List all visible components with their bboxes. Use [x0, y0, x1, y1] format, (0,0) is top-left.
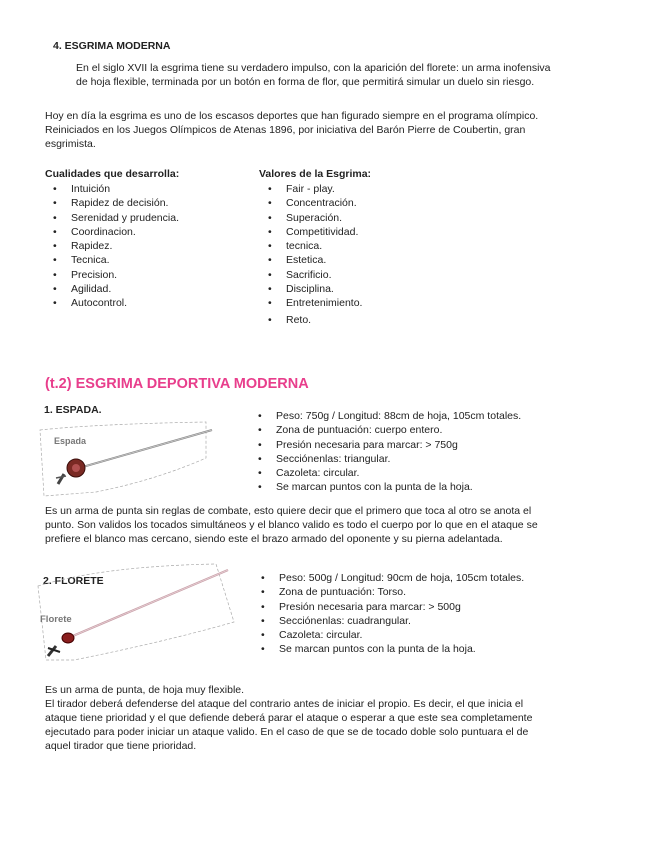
section-title-esgrima-deportiva: (t.2) ESGRIMA DEPORTIVA MODERNA	[45, 376, 309, 392]
list-item: • Competitividad.	[267, 225, 362, 239]
list-item: • Serenidad y prudencia.	[52, 211, 179, 225]
florete-heading: 2. FLORETE	[43, 575, 104, 587]
spec-item: • Presión necesaria para marcar: > 500g	[260, 600, 524, 614]
list-item: • Fair - play.	[267, 182, 362, 196]
list-item: • Coordinacion.	[52, 225, 179, 239]
text-line: ejecutado para poder iniciar un ataque valido. En el caso de que se de tocado doble solo puntuara el de	[45, 726, 529, 738]
spec-item: • Peso: 500g / Longitud: 90cm de hoja, 105cm totales.	[260, 571, 524, 585]
spec-item: • Se marcan puntos con la punta de la hoja.	[257, 480, 521, 494]
values-list	[267, 182, 362, 327]
spec-item: • Presión necesaria para marcar: > 750g	[257, 438, 521, 452]
qualities-list	[52, 182, 179, 311]
list-item: • Tecnica.	[52, 253, 179, 267]
text-line: de hoja flexible, terminada por un botón en forma de flor, que permitirá simular un duelo sin riesgo.	[76, 76, 535, 88]
text-line: Hoy en día la esgrima es uno de los escasos deportes que han figurado siempre en el programa olímpico.	[45, 110, 539, 122]
olympic-paragraph	[45, 109, 538, 151]
spec-item: • Zona de puntuación: Torso.	[260, 585, 524, 599]
espada-image-label: Espada	[54, 436, 87, 446]
list-item: • Precision.	[52, 268, 179, 282]
section-heading-esgrima-moderna: 4. ESGRIMA MODERNA	[53, 40, 171, 52]
florete-image	[34, 562, 249, 666]
text-line: En el siglo XVII la esgrima tiene su verdadero impulso, con la aparición del florete: un arma inofensiva	[76, 62, 551, 74]
values-title: Valores de la Esgrima:	[259, 168, 372, 180]
list-item: • Disciplina.	[267, 282, 362, 296]
florete-image-label: Florete	[40, 614, 72, 625]
spec-item: • Secciónenlas: triangular.	[257, 452, 521, 466]
list-item: • Superación.	[267, 211, 362, 225]
qualities-title: Cualidades que desarrolla:	[45, 168, 180, 180]
spec-item: • Zona de puntuación: cuerpo entero.	[257, 423, 521, 437]
spec-item: • Peso: 750g / Longitud: 88cm de hoja, 105cm totales.	[257, 409, 521, 423]
espada-specs	[257, 409, 521, 495]
text-line: aquel tirador que tiene prioridad.	[45, 740, 197, 752]
text-line: Reiniciados en los Juegos Olímpicos de Atenas 1896, por iniciativa del Barón Pierre de Coubertin, gran	[45, 124, 526, 136]
list-item: • Intuición	[52, 182, 179, 196]
florete-description	[45, 683, 532, 753]
list-item: • Autocontrol.	[52, 296, 179, 310]
spec-item: • Cazoleta: circular.	[257, 466, 521, 480]
list-item: • Rapidez.	[52, 239, 179, 253]
list-item: • tecnica.	[267, 239, 362, 253]
list-item: • Entretenimiento.	[267, 296, 362, 310]
list-item: • Concentración.	[267, 196, 362, 210]
spec-item: • Se marcan puntos con la punta de la hoja.	[260, 642, 524, 656]
espada-heading: 1. ESPADA.	[44, 404, 102, 416]
spec-item: • Secciónenlas: cuadrangular.	[260, 614, 524, 628]
list-item: • Agilidad.	[52, 282, 179, 296]
list-item: • Sacrificio.	[267, 268, 362, 282]
espada-description	[45, 504, 538, 546]
text-line: esgrimista.	[45, 138, 96, 150]
espada-image	[36, 418, 246, 500]
intro-paragraph	[76, 61, 551, 89]
text-line: Es un arma de punta, de hoja muy flexible.	[45, 684, 245, 696]
list-item: • Rapidez de decisión.	[52, 196, 179, 210]
text-line: prefiere el blanco mas cercano, siendo este el brazo armado del oponente y su pierna adelantada.	[45, 533, 503, 545]
text-line: punto. Son validos los tocados simultáneos y el blanco valido es todo el cuerpo por lo que en el ataque se	[45, 519, 538, 531]
list-item: • Reto.	[267, 313, 362, 327]
text-line: El tirador deberá defenderse del ataque del contrario antes de iniciar el propio. Es decir, el que inicia el	[45, 698, 524, 710]
florete-specs	[260, 571, 524, 657]
list-item: • Estetica.	[267, 253, 362, 267]
text-line: ataque tiene prioridad y el que defiende deberá parar el ataque o esperar a que este sea completamente	[45, 712, 533, 724]
text-line: Es un arma de punta sin reglas de combate, esto quiere decir que el primero que toca al otro se anota el	[45, 505, 532, 517]
spec-item: • Cazoleta: circular.	[260, 628, 524, 642]
